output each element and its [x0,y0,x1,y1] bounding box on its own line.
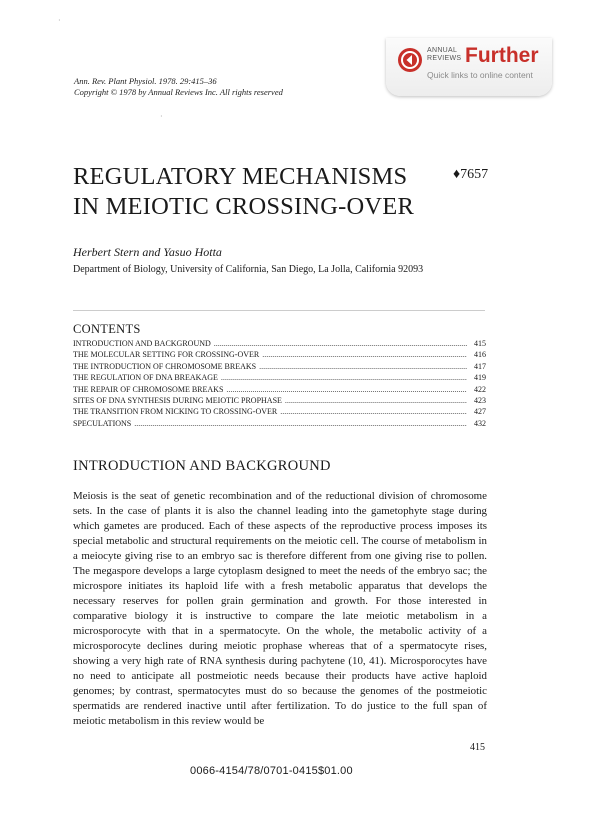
toc-item-page: 432 [474,418,486,428]
scan-speck: · [160,112,163,121]
footer-code: 0066-4154/78/0701-0415$01.00 [190,765,353,777]
further-banner[interactable] [386,38,552,96]
toc-item-title: THE TRANSITION FROM NICKING TO CROSSING-OVER [73,407,278,417]
quick-links-link[interactable]: Quick links to online content [427,70,533,80]
toc-item-title: INTRODUCTION AND BACKGROUND [73,339,211,348]
toc-item-title: THE MOLECULAR SETTING FOR CROSSING-OVER [73,350,260,360]
toc-item [73,384,486,395]
scan-speck: · [58,16,61,25]
authors: Herbert Stern and Yasuo Hotta [73,245,222,259]
toc-item-title: SITES OF DNA SYNTHESIS DURING MEIOTIC PROPHASE [73,395,282,405]
journal-citation: Ann. Rev. Plant Physiol. 1978. 29:415–36 Copyright © 1978 by Annual Reviews Inc. All rights reserved [74,76,283,97]
toc-leader-dots [214,338,467,349]
affiliation: Department of Biology, University of California, San Diego, La Jolla, California 92093 [73,264,424,275]
toc-leader-dots [280,406,467,417]
toc-item [73,361,486,372]
annual-reviews-wordmark: ANNUAL REVIEWS [427,47,462,62]
toc-leader-dots [285,395,467,406]
document-number: ♦7657 [453,167,489,182]
toc-item-page: 419 [474,373,486,383]
toc-item [73,338,486,349]
further-label: Further [465,44,539,67]
toc-item-title: THE REGULATION OF DNA BREAKAGE [73,373,218,383]
section-heading: INTRODUCTION AND BACKGROUND [73,458,331,474]
toc-item-page: 416 [474,350,486,360]
toc-item-title: SPECULATIONS [73,418,132,428]
body-paragraph: Meiosis is the seat of genetic recombination and of the reductional division of chromosome sets. In the case of plants it is also the channel leading into the gametophyte stage during which gametes are produced. Each of these aspects of the reproductive process imposes its special metabolic and structural requirements on the meiotic cell. The course of metabolism in a meiocyte giving rise to an embryo sac is therefore different from one giving rise to pollen. The megaspore develops a large cytoplasm designed to meet the needs of the embryo sac; the microspore initiates its haploid life with a fresh metabolic apparatus that develops the necessary reserves for pollen grain germination and growth. For those interested in comparative biology it is instructive to compare the late meiotic metabolism in a microsporocyte with that in a spermatocyte. On the whole, the metabolic activity of a microsporocyte declines during meiotic prophase whereas that of a spermatocyte rises, showing a very high rate of RNA synthesis during pachytene (10, 41). Microsporocytes have no need to anticipate all postmeiotic needs because their products have active haploid genomes; by contrast, spermatocytes must do so because the genomes of the postmeiotic spermatids are rendered inactive until after fertilization. To do justice to the full span of meiotic metabolism in this review would be [73,490,487,727]
toc-item [73,418,486,429]
toc-item-title: THE REPAIR OF CHROMOSOME BREAKS [73,384,224,394]
toc-leader-dots [221,372,467,383]
toc-leader-dots [226,384,467,395]
toc-leader-dots [259,361,467,372]
article-title: REGULATORY MECHANISMS IN MEIOTIC CROSSING-OVER [73,163,414,220]
table-of-contents [73,338,486,429]
toc-item [73,372,486,383]
toc-leader-dots [262,349,467,360]
toc-item [73,395,486,406]
toc-item-page: 422 [474,384,486,394]
contents-heading: CONTENTS [73,322,141,336]
page-number: 415 [470,742,485,753]
toc-item-page: 427 [474,407,486,417]
annual-reviews-logo-icon [398,48,422,72]
toc-leader-dots [134,418,467,429]
toc-item-page: 417 [474,361,486,371]
toc-item-title: THE INTRODUCTION OF CHROMOSOME BREAKS [73,361,257,371]
toc-item [73,349,486,360]
toc-item-page: 423 [474,395,486,405]
toc-item-page: 415 [474,339,486,348]
divider [73,310,485,311]
toc-item [73,406,486,417]
